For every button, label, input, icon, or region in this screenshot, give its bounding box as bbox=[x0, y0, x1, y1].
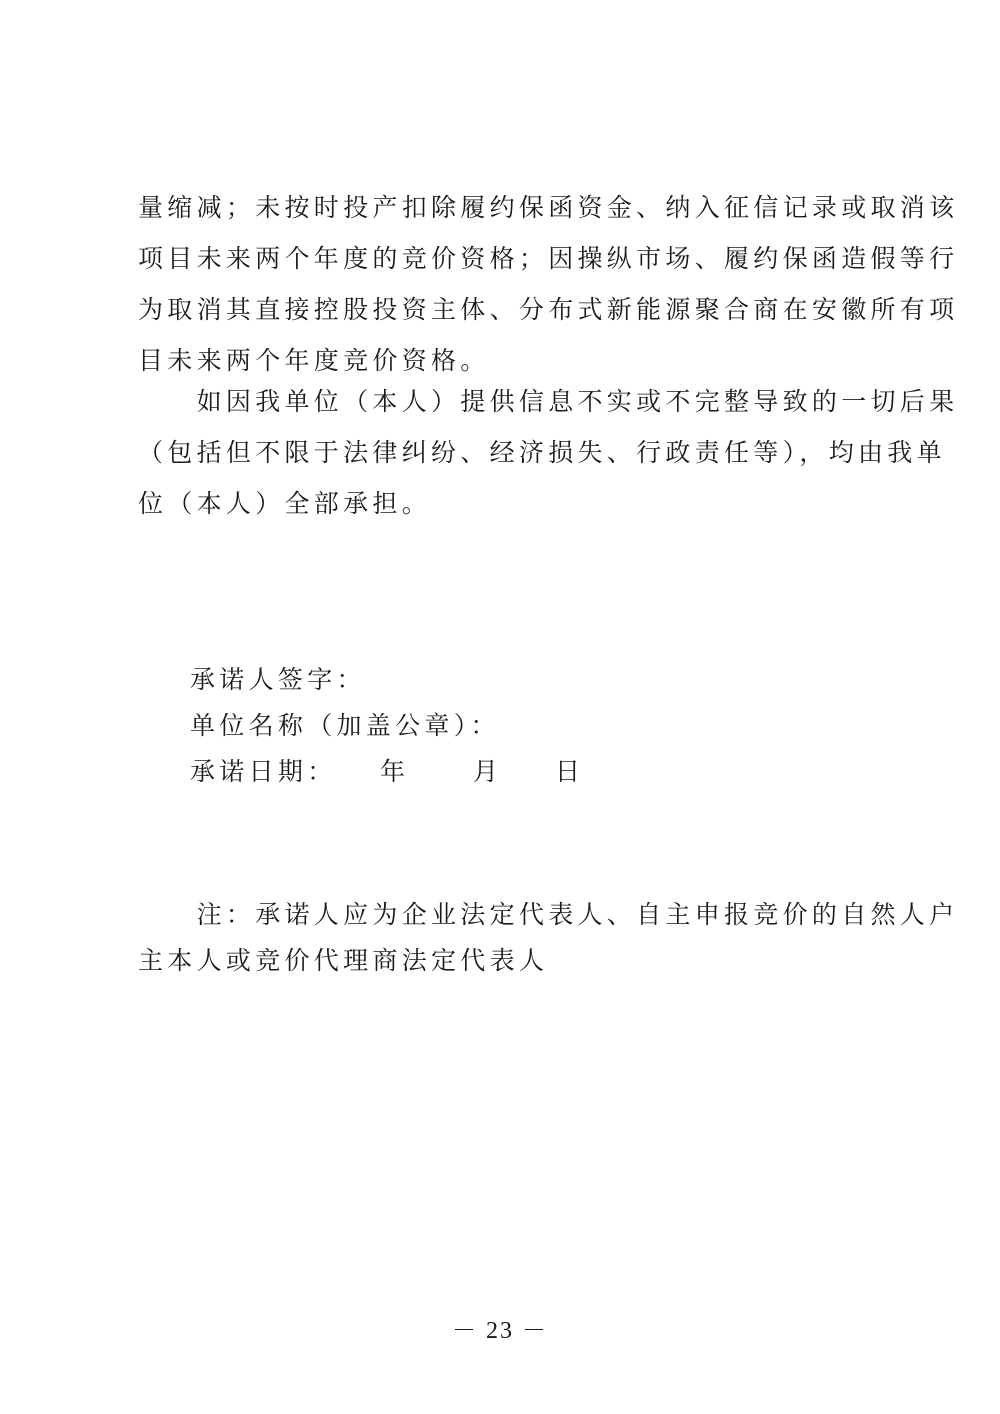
unit-name-label: 单位名称（加盖公章）： bbox=[190, 711, 500, 740]
paragraph-line: 位（本人）全部承担。 bbox=[138, 489, 432, 518]
commitment-paragraph-liability bbox=[138, 376, 959, 529]
paragraph-line: 项目未来两个年度的竞价资格；因操纵市场、履约保函造假等行 bbox=[138, 244, 959, 273]
paragraph-line: 为取消其直接控股投资主体、分布式新能源聚合商在安徽所有项 bbox=[138, 295, 959, 324]
paragraph-line: 如因我单位（本人）提供信息不实或不完整导致的一切后果 bbox=[138, 387, 959, 416]
note-line: 主本人或竞价代理商法定代表人 bbox=[138, 946, 549, 975]
page-number: － 23 － bbox=[452, 1318, 548, 1344]
commitment-date-line bbox=[190, 752, 610, 788]
signer-signature-line bbox=[190, 660, 366, 696]
note-line: 注：承诺人应为企业法定代表人、自主申报竞价的自然人户 bbox=[138, 900, 959, 929]
year-label: 年 bbox=[380, 757, 410, 786]
commitment-paragraph-penalties bbox=[138, 182, 959, 386]
paragraph-line: 目未来两个年度竞价资格。 bbox=[138, 346, 490, 375]
signer-label: 承诺人签字： bbox=[190, 665, 366, 694]
paragraph-line: （包括但不限于法律纠纷、经济损失、行政责任等），均由我单 bbox=[138, 438, 946, 467]
unit-name-line bbox=[190, 706, 500, 742]
month-label: 月 bbox=[473, 757, 503, 786]
signer-note bbox=[138, 892, 959, 984]
day-label: 日 bbox=[555, 757, 585, 786]
date-label: 承诺日期： bbox=[190, 757, 337, 786]
paragraph-line: 量缩减；未按时投产扣除履约保函资金、纳入征信记录或取消该 bbox=[138, 193, 959, 222]
